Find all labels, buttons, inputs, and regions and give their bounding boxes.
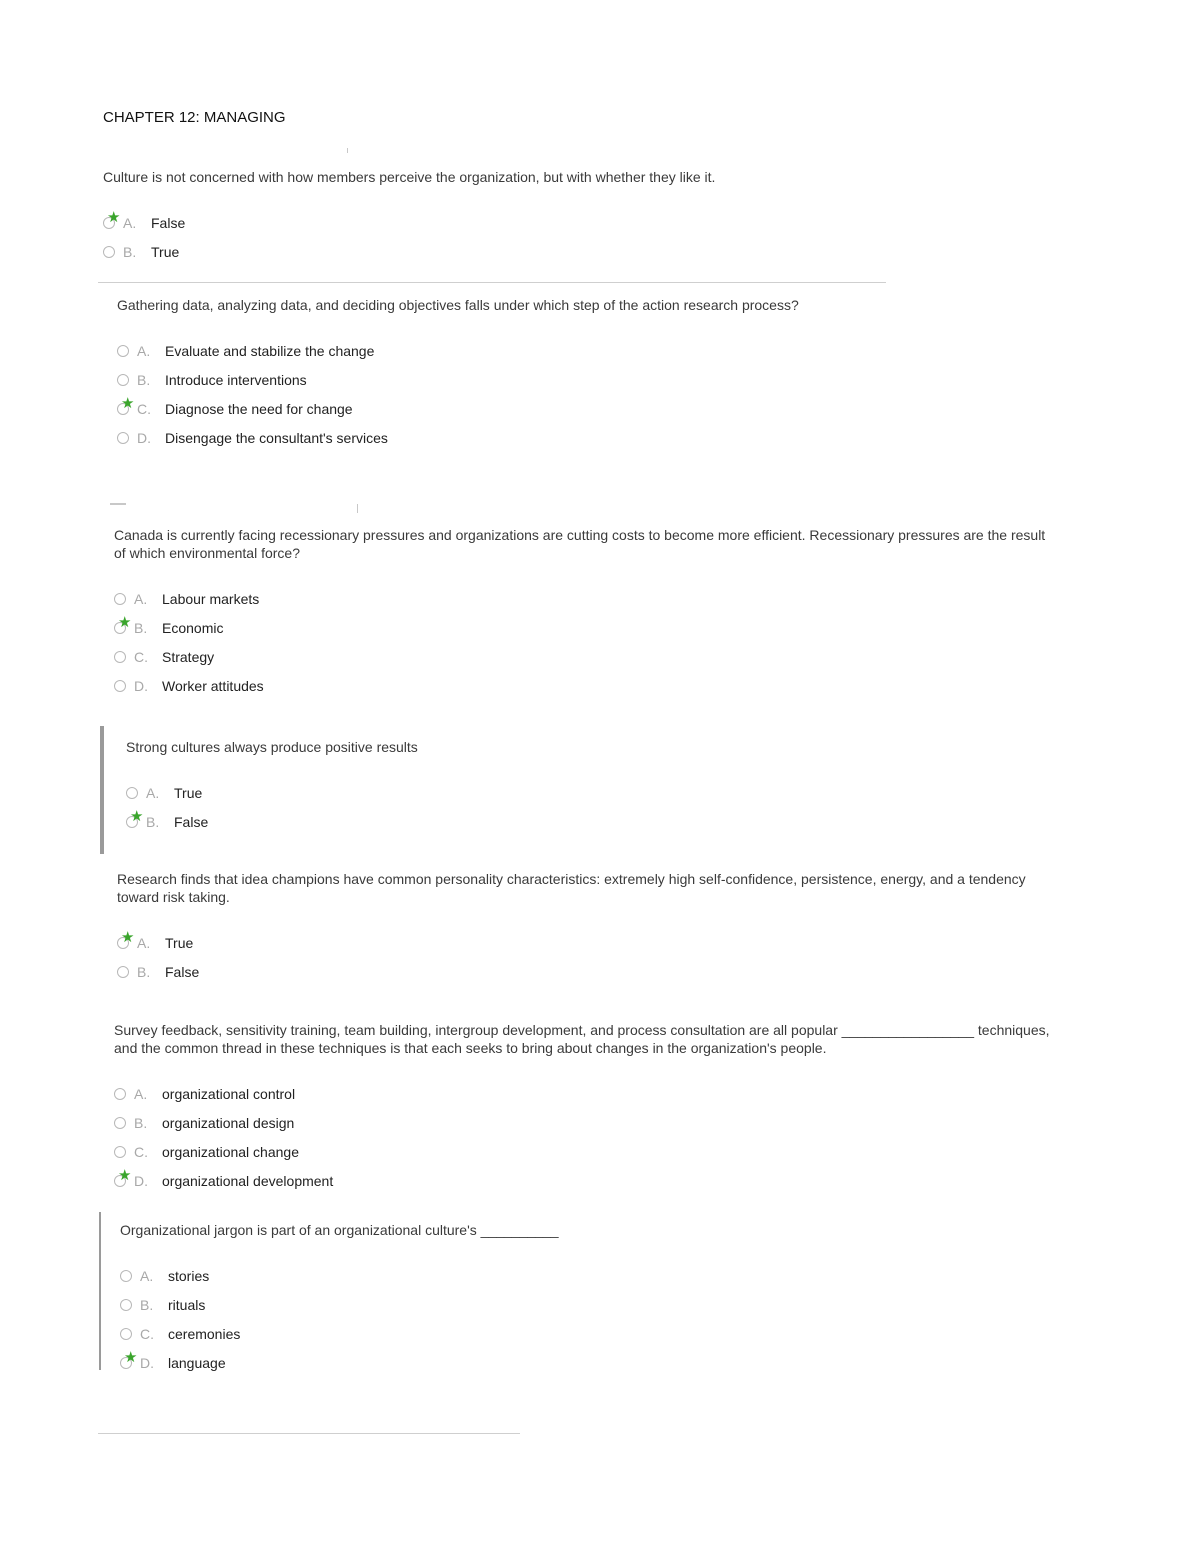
- left-bar: [99, 1212, 101, 1370]
- radio-button[interactable]: [103, 208, 121, 229]
- answer-option[interactable]: [120, 1261, 1020, 1290]
- radio-button[interactable]: [126, 787, 138, 799]
- answer-option[interactable]: [117, 365, 1077, 394]
- option-text: Diagnose the need for change: [165, 400, 353, 417]
- correct-star-icon: ★: [118, 613, 132, 631]
- option-letter: A.: [134, 590, 148, 607]
- scan-mark: [347, 148, 348, 153]
- divider: [98, 282, 886, 283]
- option-text: False: [174, 813, 209, 830]
- option-letter: A.: [140, 1267, 154, 1284]
- scan-mark: [110, 503, 126, 505]
- option-text: Strategy: [162, 648, 215, 665]
- option-letter: B.: [146, 813, 160, 830]
- radio-button[interactable]: [114, 613, 132, 634]
- option-letter: D.: [140, 1354, 154, 1371]
- option-letter: B.: [134, 1114, 148, 1131]
- correct-star-icon: ★: [121, 394, 135, 412]
- chapter-title: CHAPTER 12: MANAGING: [103, 109, 286, 126]
- question-text: Research finds that idea champions have common personality characteristics: extremely high self-confidence, persistence, energy, and a tendency toward risk taking.: [117, 871, 1026, 905]
- option-text: False: [165, 963, 200, 980]
- option-text: organizational control: [162, 1085, 296, 1102]
- option-letter: D.: [134, 677, 148, 694]
- option-letter: B.: [137, 963, 151, 980]
- answer-option[interactable]: [114, 1137, 1062, 1166]
- question-text: Organizational jargon is part of an organizational culture's __________: [120, 1222, 559, 1238]
- answer-option[interactable]: [114, 671, 1059, 700]
- answer-option[interactable]: [117, 957, 1067, 986]
- option-text: Economic: [162, 619, 224, 636]
- radio-button[interactable]: [114, 1166, 132, 1187]
- question-text: Strong cultures always produce positive results: [126, 739, 418, 755]
- correct-star-icon: ★: [118, 1166, 132, 1184]
- correct-star-icon: ★: [107, 208, 121, 226]
- option-text: organizational development: [162, 1172, 334, 1189]
- question-2: [117, 296, 1077, 452]
- answer-option[interactable]: [120, 1348, 1020, 1377]
- question-4: [126, 738, 1026, 836]
- radio-button[interactable]: [117, 374, 129, 386]
- radio-button[interactable]: [117, 394, 135, 415]
- answer-option[interactable]: [120, 1319, 1020, 1348]
- option-text: Introduce interventions: [165, 371, 307, 388]
- option-text: Disengage the consultant's services: [165, 429, 388, 446]
- answer-option[interactable]: [120, 1290, 1020, 1319]
- radio-button[interactable]: [114, 593, 126, 605]
- radio-button[interactable]: [120, 1348, 138, 1369]
- option-text: language: [168, 1354, 226, 1371]
- option-letter: C.: [137, 400, 151, 417]
- answer-option[interactable]: [114, 584, 1059, 613]
- correct-star-icon: ★: [124, 1348, 138, 1366]
- radio-button[interactable]: [114, 1088, 126, 1100]
- option-letter: A.: [134, 1085, 148, 1102]
- answer-option[interactable]: [126, 807, 1026, 836]
- option-text: True: [151, 243, 180, 260]
- question-5: [117, 870, 1067, 986]
- left-bar: [100, 726, 104, 854]
- question-7: [120, 1221, 1020, 1377]
- radio-button[interactable]: [114, 1146, 126, 1158]
- radio-button[interactable]: [120, 1328, 132, 1340]
- answer-option[interactable]: [114, 613, 1059, 642]
- question-text: Canada is currently facing recessionary pressures and organizations are cutting costs to become more efficient. Recessionary pressures are the result of which environmental force?: [114, 527, 1046, 561]
- radio-button[interactable]: [126, 807, 144, 828]
- option-letter: D.: [134, 1172, 148, 1189]
- correct-star-icon: ★: [130, 807, 144, 825]
- radio-button[interactable]: [103, 246, 115, 258]
- question-1: [103, 168, 1063, 266]
- option-letter: B.: [137, 371, 151, 388]
- option-letter: A.: [123, 214, 137, 231]
- answer-option[interactable]: [117, 336, 1077, 365]
- option-text: True: [174, 784, 203, 801]
- answer-option[interactable]: [114, 1166, 1062, 1195]
- question-6: [114, 1021, 1062, 1195]
- question-text: Survey feedback, sensitivity training, team building, intergroup development, and process consultation are all popular _________________ techniques, and the common thread in these techniques is that each seeks to bring about changes in the organization's people.: [114, 1022, 1050, 1056]
- option-text: organizational design: [162, 1114, 295, 1131]
- answer-option[interactable]: [117, 928, 1067, 957]
- radio-button[interactable]: [120, 1270, 132, 1282]
- radio-button[interactable]: [114, 1117, 126, 1129]
- option-letter: B.: [123, 243, 137, 260]
- radio-button[interactable]: [117, 345, 129, 357]
- divider-bottom: [98, 1433, 520, 1434]
- answer-option[interactable]: [103, 237, 1063, 266]
- option-letter: A.: [137, 934, 151, 951]
- answer-option[interactable]: [114, 1108, 1062, 1137]
- option-text: ceremonies: [168, 1325, 241, 1342]
- radio-button[interactable]: [114, 680, 126, 692]
- option-text: False: [151, 214, 186, 231]
- option-text: organizational change: [162, 1143, 299, 1160]
- option-letter: B.: [134, 619, 148, 636]
- option-letter: C.: [140, 1325, 154, 1342]
- option-letter: C.: [134, 1143, 148, 1160]
- question-3: [114, 526, 1059, 700]
- option-letter: B.: [140, 1296, 154, 1313]
- option-text: True: [165, 934, 194, 951]
- option-text: Worker attitudes: [162, 677, 264, 694]
- question-text: Gathering data, analyzing data, and deciding objectives falls under which step of the action research process?: [117, 297, 799, 313]
- option-text: Evaluate and stabilize the change: [165, 342, 375, 359]
- correct-star-icon: ★: [121, 928, 135, 946]
- option-letter: A.: [146, 784, 160, 801]
- question-text: Culture is not concerned with how members perceive the organization, but with whether they like it.: [103, 169, 716, 185]
- answer-option[interactable]: [126, 778, 1026, 807]
- answer-option[interactable]: [103, 208, 1063, 237]
- option-text: rituals: [168, 1296, 206, 1313]
- radio-button[interactable]: [120, 1299, 132, 1311]
- scan-mark: [357, 504, 358, 513]
- answer-option[interactable]: [117, 394, 1077, 423]
- radio-button[interactable]: [114, 651, 126, 663]
- answer-option[interactable]: [114, 1079, 1062, 1108]
- answer-option[interactable]: [114, 642, 1059, 671]
- answer-option[interactable]: [117, 423, 1077, 452]
- option-letter: C.: [134, 648, 148, 665]
- option-letter: D.: [137, 429, 151, 446]
- option-letter: A.: [137, 342, 151, 359]
- radio-button[interactable]: [117, 432, 129, 444]
- radio-button[interactable]: [117, 966, 129, 978]
- option-text: Labour markets: [162, 590, 260, 607]
- option-text: stories: [168, 1267, 210, 1284]
- radio-button[interactable]: [117, 928, 135, 949]
